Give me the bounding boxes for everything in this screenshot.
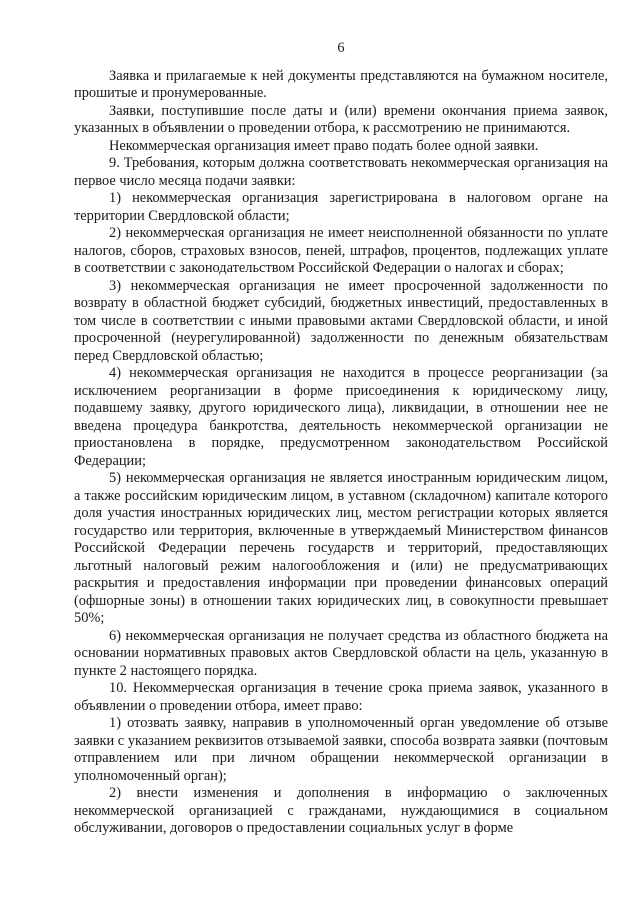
paragraph: 10. Некоммерческая организация в течение срока приема заявок, указанного в объявлении о проведении отбора, имеет право: — [74, 680, 608, 714]
list-item: 1) некоммерческая организация зарегистрирована в налоговом органе на территории Свердловской области; — [74, 190, 608, 224]
list-item: 4) некоммерческая организация не находится в процессе реорганизации (за исключением реорганизации в форме присоединения к юридическому лицу, подавшему заявку, другого юридического лица), ликвидации, в отношении нее не введена процедура банкротства, деятельность некоммерческой организации не приостановлена в порядке, предусмотренном законодательством Российской Федерации; — [74, 365, 608, 469]
page-number: 6 — [337, 40, 345, 56]
list-item: 3) некоммерческая организация не имеет просроченной задолженности по возврату в областной бюджет субсидий, бюджетных инвестиций, предоставленных в том числе в соответствии с иными правовыми актами Свердловской области, и иной просроченной (неурегулированной) задолженности по денежным обязательствам перед Свердловской областью; — [74, 277, 608, 364]
paragraph: 9. Требования, которым должна соответствовать некоммерческая организация на первое число месяца подачи заявки: — [74, 155, 608, 189]
list-item: 6) некоммерческая организация не получает средства из областного бюджета на основании нормативных правовых актов Свердловской области на цель, указанную в пункте 2 настоящего порядка. — [74, 627, 608, 679]
list-item: 1) отозвать заявку, направив в уполномоченный орган уведомление об отзыве заявки с указанием реквизитов отзываемой заявки, способа возврата заявки (почтовым отправлением или при личном обращении некоммерческой организации в уполномоченный орган); — [74, 715, 608, 784]
list-item: 2) некоммерческая организация не имеет неисполненной обязанности по уплате налогов, сборов, страховых взносов, пеней, штрафов, процентов, подлежащих уплате в соответствии с законодательством Российской Федерации о налогах и сборах; — [74, 225, 608, 276]
paragraph: Заявка и прилагаемые к ней документы представляются на бумажном носителе, прошитые и пронумерованные. — [74, 67, 608, 101]
document-page — [74, 40, 608, 838]
list-item: 2) внести изменения и дополнения в информацию о заключенных некоммерческой организацией с гражданами, нуждающимися в социальном обслуживании, договоров о предоставлении социальных услуг в форме — [74, 785, 608, 836]
list-item: 5) некоммерческая организация не является иностранным юридическим лицом, а также российским юридическим лицом, в уставном (складочном) капитале которого доля участия иностранных юридических лиц, местом регистрации которых является государство или территория, включенные в утверждаемый Министерством финансов Российской Федерации перечень государств и территорий, предоставляющих льготный налоговый режим налогообложения и (или) не предусматривающих раскрытия и предоставления информации при проведении финансовых операций (офшорные зоны) в отношении таких юридических лиц, в совокупности превышает 50%; — [74, 470, 608, 626]
paragraph: Некоммерческая организация имеет право подать более одной заявки. — [109, 137, 539, 154]
paragraph: Заявки, поступившие после даты и (или) времени окончания приема заявок, указанных в объявлении о проведении отбора, к рассмотрению не принимаются. — [74, 102, 608, 136]
